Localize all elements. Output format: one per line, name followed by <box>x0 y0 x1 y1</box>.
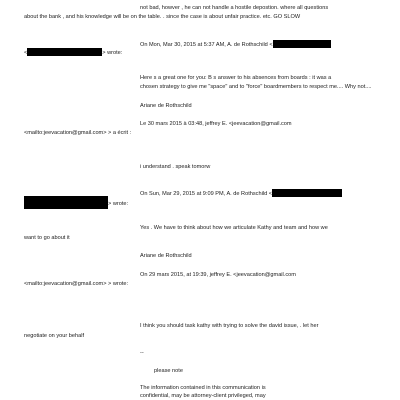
quote-header-1 <box>140 40 331 49</box>
notice-line-1: The information contained in this communication is <box>140 385 266 391</box>
quote-header-2-cont: <mailto:jeevacation@gmail.com> > a écrit : <box>24 130 132 136</box>
wrote-label: > wrote: <box>102 50 123 56</box>
redaction-block <box>272 189 342 197</box>
quote-header-1-cont <box>24 48 122 57</box>
quote-header-3-cont <box>24 196 128 209</box>
quote-header-2: Le 30 mars 2015 à 03:48, jeffrey E. <jeevacation@gmail.com <box>140 121 292 127</box>
message-line-1: Here s a great one for you: B s answer to his absences from boards : it was a <box>140 75 332 81</box>
quote-header-4: On 29 mars 2015, at 19:39, jeffrey E. <jeevacation@gmail.com <box>140 272 296 278</box>
redaction-block <box>24 196 108 209</box>
reply-line-1: not bad, howver , he can not handle a hostile depostion. where all questions <box>140 5 329 11</box>
quote-header-1-text: On Mon, Mar 30, 2015 at 5:37 AM, A. de Rothschild < <box>140 42 273 48</box>
reply-line-3: i understand . speak tomorw <box>140 164 211 170</box>
signature-name-2: Ariane de Rothschild <box>140 253 192 259</box>
redaction-block <box>27 48 102 56</box>
signature-name: Ariane de Rothschild <box>140 103 192 109</box>
notice-line-2: confidential, may be attorney-client privileged, may <box>140 393 266 399</box>
notice-heading: please note <box>154 368 183 374</box>
message-line-5: I think you should task kathy with trying to solve the david issue, . let her <box>140 323 319 329</box>
signature-separator: -- <box>140 350 144 356</box>
message-line-2: chosen strategy to give me "space" and to "force" boardmembers to respect me.... Why not.... <box>140 84 372 90</box>
quote-header-4-cont: <mailto:jeevacation@gmail.com> > wrote: <box>24 281 129 287</box>
reply-line-2: about the bank , and his knowledge will be on the table. . since the case is about unfair practice. etc. GO SLOW <box>24 14 301 20</box>
wrote-label: > wrote: <box>108 201 129 207</box>
angle-open: < <box>24 50 28 56</box>
message-line-4: want to go about it <box>24 235 70 241</box>
message-line-3: Yes . We have to think about how we articulate Kathy and team and how we <box>140 225 328 231</box>
message-line-6: negotiate on your behalf <box>24 333 85 339</box>
redaction-block <box>273 40 331 48</box>
quote-header-3 <box>140 189 342 198</box>
quote-header-3-text: On Sun, Mar 29, 2015 at 9:09 PM, A. de Rothschild < <box>140 191 272 197</box>
